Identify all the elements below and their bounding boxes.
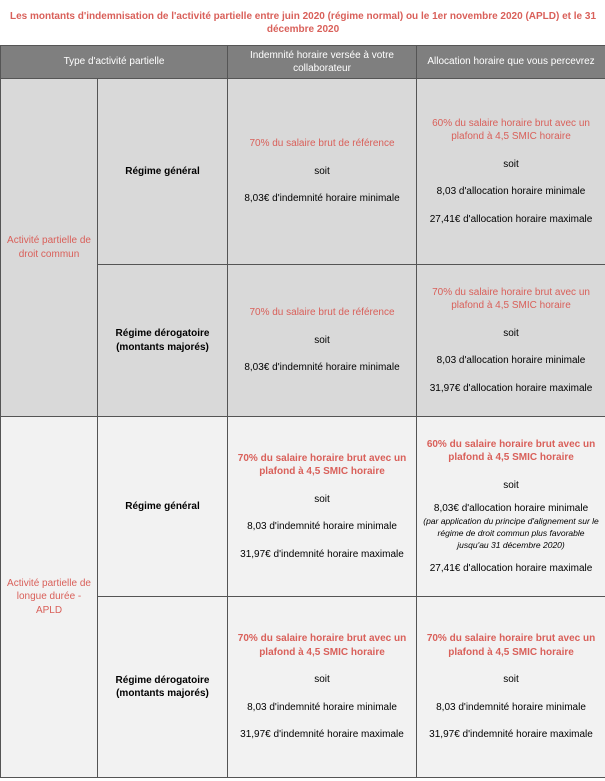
regime-label: Régime dérogatoire (montants majorés) <box>98 265 228 417</box>
regime-label: Régime dérogatoire (montants majorés) <box>98 597 228 778</box>
allocation-cell: 60% du salaire horaire brut avec un plafond à 4,5 SMIC horaire soit 8,03€ d'allocation horaire minimale (par application du principe d'alignement sur le régime de droit commun plus favorable jusqu'au 31 décembre 2020) 27,41€ d'allocation horaire maximale <box>417 417 605 597</box>
group-label-droit-commun: Activité partielle de droit commun <box>1 79 98 417</box>
table-row <box>1 79 605 265</box>
header-indemnite: Indemnité horaire versée à votre collaborateur <box>228 46 417 79</box>
allocation-cell: 60% du salaire horaire brut avec un plafond à 4,5 SMIC horaire soit 8,03 d'allocation horaire minimale 27,41€ d'allocation horaire maximale <box>417 79 605 265</box>
header-allocation: Allocation horaire que vous percevrez <box>417 46 605 79</box>
indemnite-cell: 70% du salaire horaire brut avec un plafond à 4,5 SMIC horaire soit 8,03 d'indemnité horaire minimale 31,97€ d'indemnité horaire maximale <box>228 417 417 597</box>
allocation-cell: 70% du salaire horaire brut avec un plafond à 4,5 SMIC horaire soit 8,03 d'allocation horaire minimale 31,97€ d'allocation horaire maximale <box>417 265 605 417</box>
table-row <box>1 417 605 597</box>
table-title: Les montants d'indemnisation de l'activité partielle entre juin 2020 (régime normal) ou le 1er novembre 2020 (APLD) et le 31 décembre 2020 <box>1 1 605 46</box>
regime-label: Régime général <box>98 79 228 265</box>
header-type: Type d'activité partielle <box>1 46 228 79</box>
group-label-apld: Activité partielle de longue durée - APLD <box>1 417 98 778</box>
regime-label: Régime général <box>98 417 228 597</box>
indemnite-cell: 70% du salaire brut de référence soit 8,03€ d'indemnité horaire minimale <box>228 265 417 417</box>
allocation-cell: 70% du salaire horaire brut avec un plafond à 4,5 SMIC horaire soit 8,03 d'indemnité horaire minimale 31,97€ d'indemnité horaire maximale <box>417 597 605 778</box>
indemnite-cell: 70% du salaire horaire brut avec un plafond à 4,5 SMIC horaire soit 8,03 d'indemnité horaire minimale 31,97€ d'indemnité horaire maximale <box>228 597 417 778</box>
indemnite-cell: 70% du salaire brut de référence soit 8,03€ d'indemnité horaire minimale <box>228 79 417 265</box>
